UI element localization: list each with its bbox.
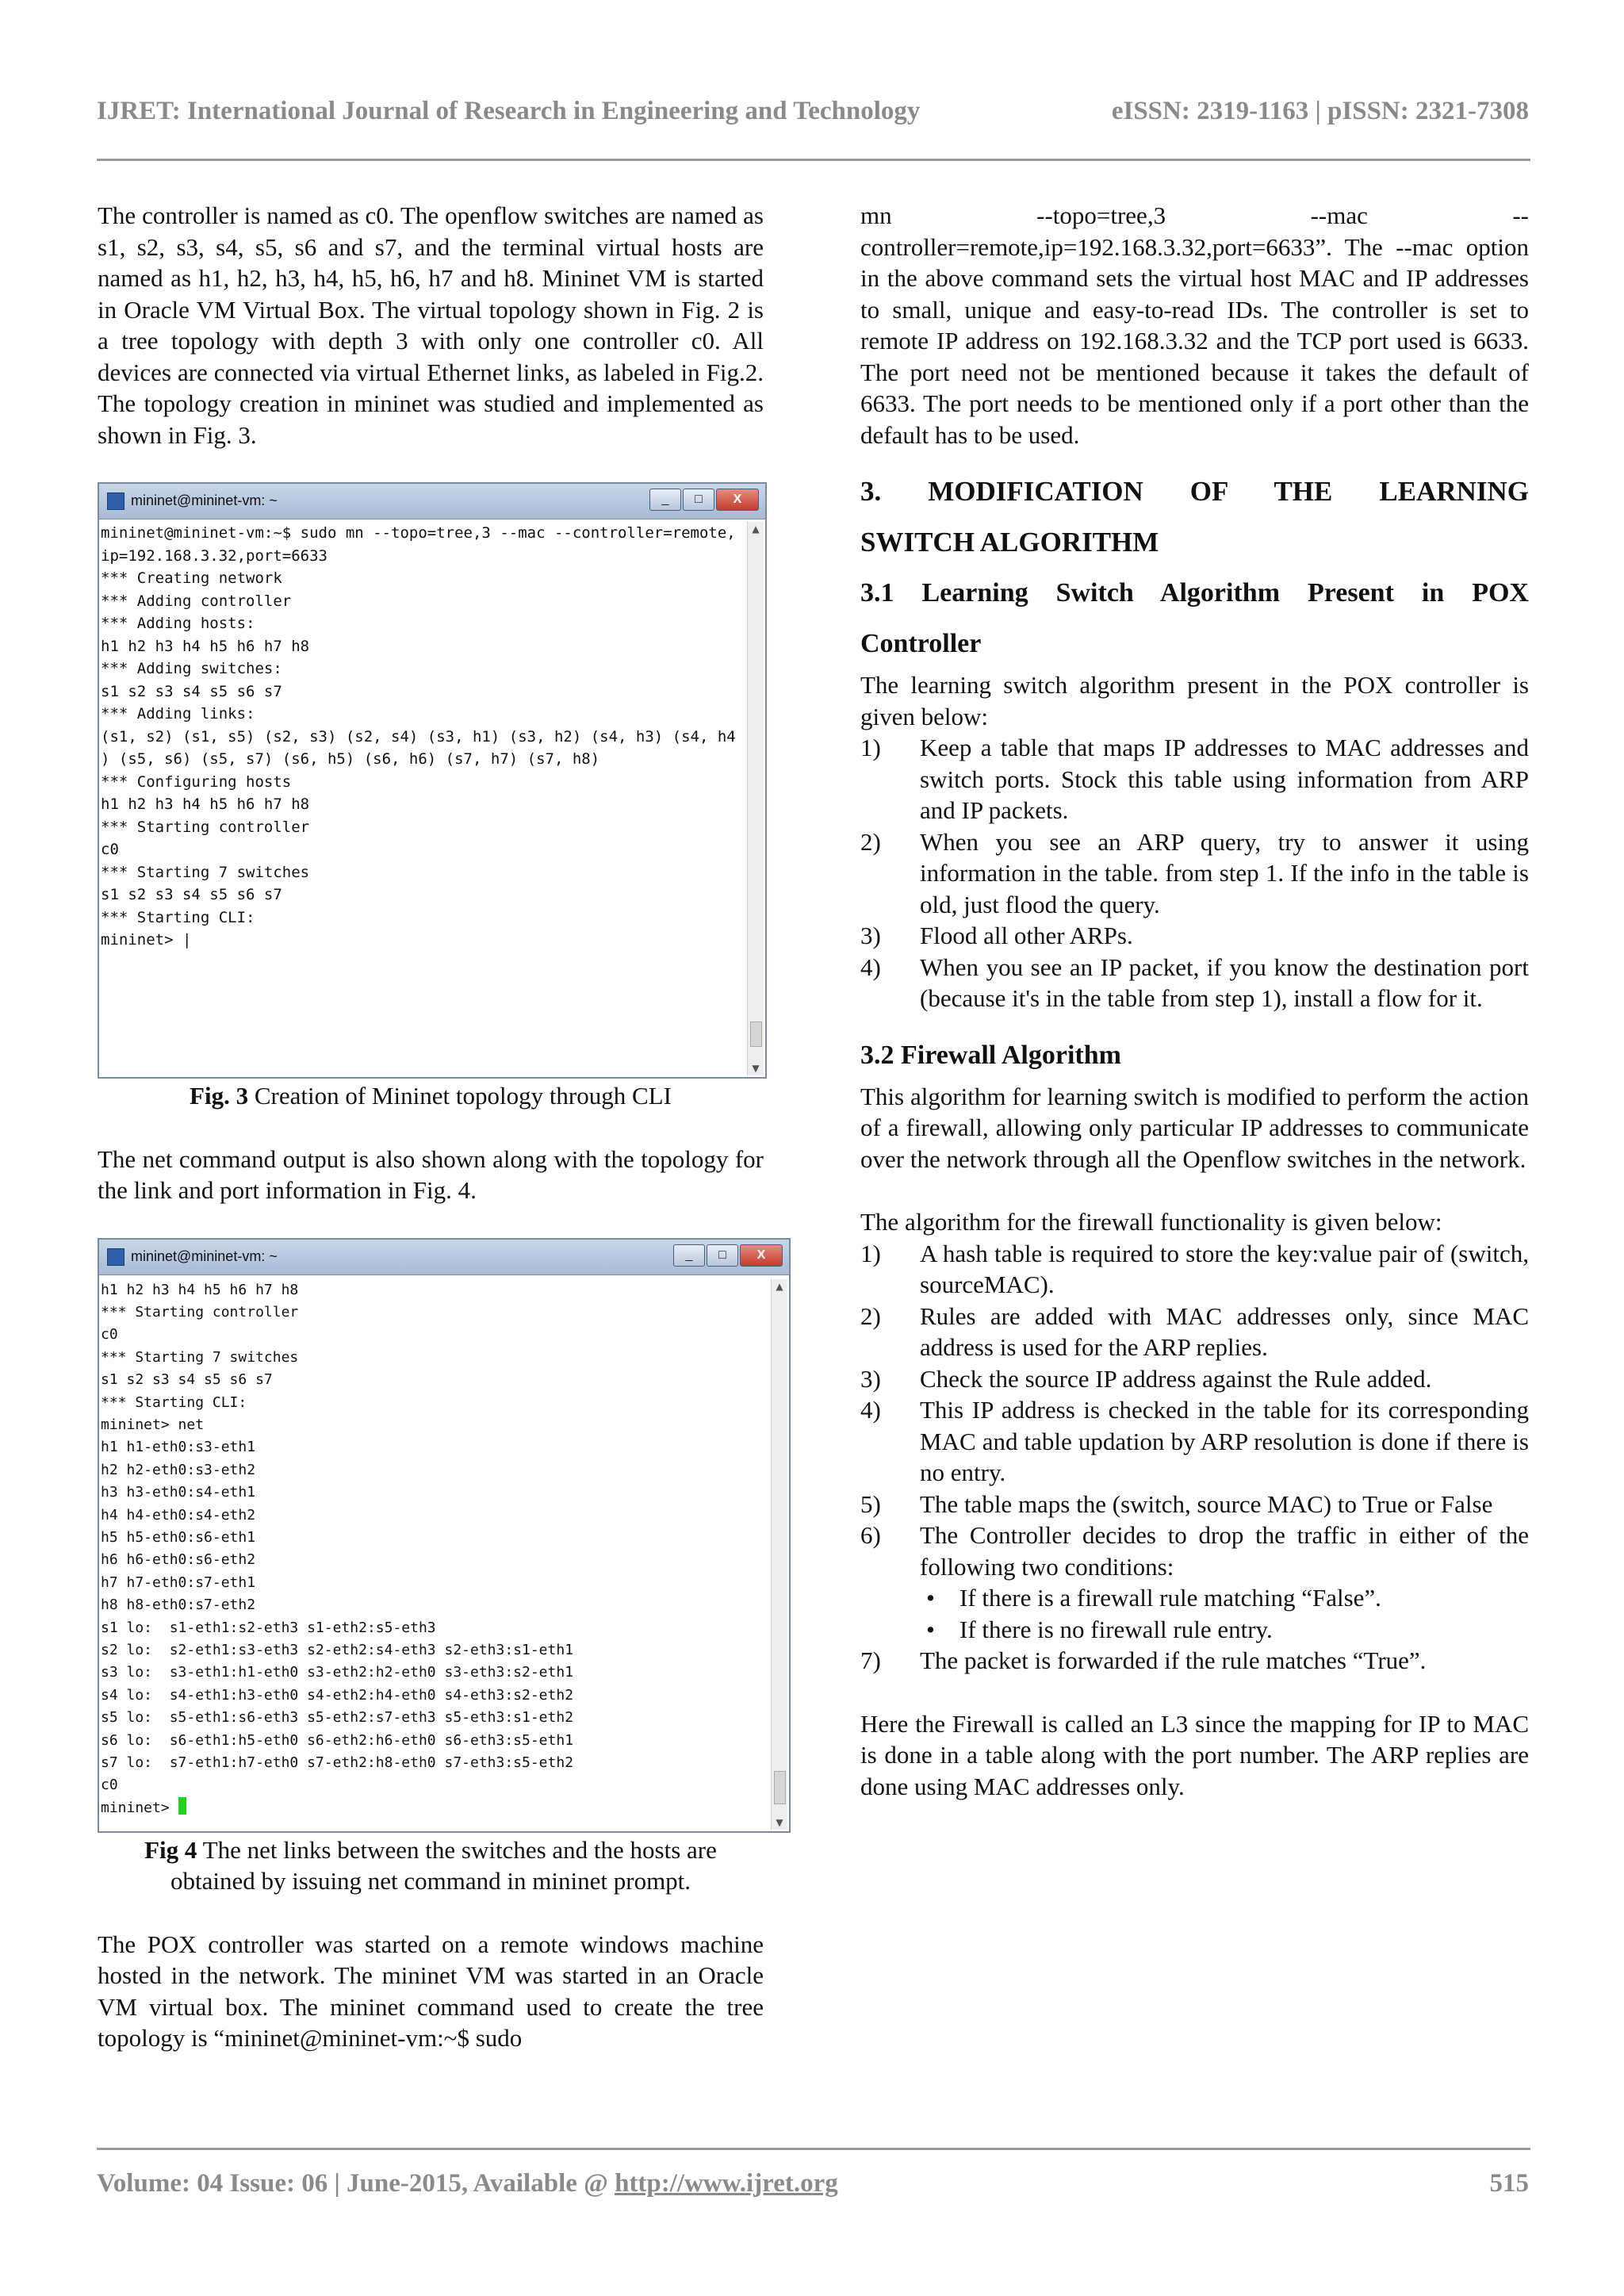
list-item: 5) The table maps the (switch, source MAC) to True or False — [860, 1489, 1493, 1518]
terminal-line: *** Starting controller — [101, 1303, 299, 1320]
list-item: 7) The packet is forwarded if the rule matches “True”. — [860, 1646, 1427, 1674]
list-item: 1) A hash table is required to store the key:value pair of (switch, sourceMAC). — [860, 1239, 1529, 1298]
terminal-line: *** Adding hosts: — [101, 615, 255, 632]
caption-text: Creation of Mininet topology through CLI — [248, 1082, 672, 1110]
firewall-algorithm-lead: The algorithm for the firewall functionality is given below: — [860, 1208, 1442, 1236]
terminal-line: h8 h8-eth0:s7-eth2 — [101, 1596, 256, 1614]
terminal-output[interactable] — [101, 1279, 770, 1830]
terminal-line: h5 h5-eth0:s6-eth1 — [101, 1528, 256, 1546]
running-footer — [97, 2169, 1529, 2198]
figure-4-window — [98, 1238, 791, 1833]
list-item: 3) Flood all other ARPs. — [860, 922, 1133, 949]
footer-rule — [97, 2148, 1530, 2150]
firewall-steps — [860, 1238, 1529, 1677]
firewall-intro: This algorithm for learning switch is modified to perform the action of a firewall, allowing only particular IP addresses to communicate over the network through all the Openflow switches in the network. — [860, 1082, 1529, 1173]
terminal-line: *** Starting CLI: — [101, 908, 255, 926]
pox-controller-paragraph: The POX controller was started on a remote windows machine hosted in the network. The mininet VM was started in an Oracle VM virtual box. The mininet command used to create the tree topology is “mininet@mininet-vm:~$ sudo — [98, 1930, 764, 2052]
learning-switch-intro: The learning switch algorithm present in the POX controller is given below: — [860, 671, 1529, 730]
terminal-line: *** Configuring hosts — [101, 772, 292, 791]
terminal-line: (s1, s2) (s1, s5) (s2, s3) (s2, s4) (s3, h1) (s3, h2) (s4, h3) (s4, h4 — [101, 727, 736, 746]
terminal-line: *** Starting 7 switches — [101, 863, 310, 881]
terminal-output[interactable] — [101, 522, 746, 1075]
terminal-line: c0 — [101, 1326, 118, 1343]
terminal-line: s4 lo: s4-eth1:h3-eth0 s4-eth2:h4-eth0 s4-eth3:s2-eth2 — [101, 1686, 574, 1704]
terminal-line: *** Creating network — [101, 569, 282, 587]
minimize-button[interactable]: _ — [649, 489, 681, 511]
subsection-3-1-heading-line-2: Controller — [860, 629, 982, 658]
terminal-line: h6 h6-eth0:s6-eth2 — [101, 1551, 256, 1569]
right-column — [860, 200, 1529, 1802]
figure-4-caption — [98, 1834, 764, 1897]
terminal-line: s1 s2 s3 s4 s5 s6 s7 — [101, 886, 282, 903]
list-item: 3) Check the source IP address against the Rule added. — [860, 1364, 1432, 1393]
terminal-line: s2 lo: s2-eth1:s3-eth3 s2-eth2:s4-eth3 s2-eth3:s1-eth1 — [101, 1642, 574, 1658]
terminal-line: *** Adding switches: — [101, 660, 282, 677]
terminal-line: *** Adding controller — [101, 592, 292, 610]
window-title: mininet@mininet-vm: ~ — [131, 1248, 278, 1264]
terminal-line: h1 h2 h3 h4 h5 h6 h7 h8 — [101, 1281, 299, 1298]
terminal-line: h1 h1-eth0:s3-eth1 — [101, 1439, 256, 1456]
terminal-line: ) (s5, s6) (s5, s7) (s6, h5) (s6, h6) (s7, h7) (s7, h8) — [101, 750, 600, 768]
putty-icon — [107, 493, 124, 510]
journal-link[interactable]: http://www.ijret.org — [615, 2169, 838, 2198]
caption-text: The net links between the switches and the hosts are obtained by issuing net command in mininet prompt. — [170, 1835, 717, 1895]
scrollbar[interactable] — [771, 1279, 787, 1830]
minimize-button[interactable]: _ — [673, 1244, 705, 1267]
subsection-3-2-heading: 3.2 Firewall Algorithm — [860, 1040, 1121, 1070]
caption-label: Fig 4 — [144, 1835, 197, 1864]
terminal-line: s6 lo: s6-eth1:h5-eth0 s6-eth2:h6-eth0 s6-eth3:s5-eth1 — [101, 1731, 574, 1749]
caption-label: Fig. 3 — [190, 1082, 249, 1110]
maximize-button[interactable]: □ — [683, 489, 714, 511]
window-titlebar[interactable] — [99, 484, 765, 519]
window-controls — [673, 1244, 783, 1267]
scroll-thumb[interactable] — [774, 1771, 786, 1804]
list-item: 1) Keep a table that maps IP addresses to MAC addresses and switch ports. Stock this table using information from ARP and IP packets. — [860, 734, 1529, 824]
scrollbar[interactable] — [747, 522, 764, 1075]
scroll-down-icon[interactable]: ▼ — [752, 1063, 760, 1074]
terminal-line: mininet@mininet-vm:~$ sudo mn --topo=tree,3 --mac --controller=remote, — [101, 524, 736, 542]
window-controls — [649, 489, 759, 511]
terminal-line: s5 lo: s5-eth1:s6-eth3 s5-eth2:s7-eth3 s5-eth3:s1-eth2 — [101, 1709, 574, 1727]
terminal-line: ip=192.168.3.32,port=6633 — [101, 546, 327, 565]
terminal-line: s7 lo: s7-eth1:h7-eth0 s7-eth2:h8-eth0 s7-eth3:s5-eth2 — [101, 1754, 574, 1772]
subsection-3-1-heading-line-1: 3.1 Learning Switch Algorithm Present in POX — [860, 578, 1529, 608]
drop-conditions — [920, 1582, 1529, 1645]
putty-icon — [107, 1248, 124, 1266]
list-item: 4) When you see an IP packet, if you know the destination port (because it's in the table from step 1), install a flow for it. — [860, 953, 1529, 1012]
window-titlebar[interactable] — [99, 1240, 789, 1275]
section-3-heading-line-2: SWITCH ALGORITHM — [860, 527, 1159, 558]
terminal-line: s3 lo: s3-eth1:h1-eth0 s3-eth2:h2-eth0 s3-eth3:s2-eth1 — [101, 1664, 574, 1681]
maximize-button[interactable]: □ — [707, 1244, 738, 1267]
window-title: mininet@mininet-vm: ~ — [131, 493, 278, 509]
running-header — [97, 97, 1529, 126]
close-button[interactable]: X — [716, 489, 759, 511]
page-number: 515 — [1489, 2169, 1529, 2198]
left-column — [98, 200, 783, 2054]
terminal-line: h7 h7-eth0:s7-eth1 — [101, 1573, 256, 1591]
scroll-up-icon[interactable]: ▲ — [752, 523, 760, 535]
issn: eISSN: 2319-1163 | pISSN: 2321-7308 — [1111, 97, 1529, 125]
journal-name: IJRET: International Journal of Research in Engineering and Technology — [97, 97, 921, 125]
scroll-down-icon[interactable]: ▼ — [776, 1816, 783, 1828]
volume-info: Volume: 04 Issue: 06 | June-2015, Available @ http://www.ijret.org — [97, 2169, 838, 2198]
terminal-line: h1 h2 h3 h4 h5 h6 h7 h8 — [101, 637, 310, 655]
close-button[interactable]: X — [740, 1244, 783, 1267]
scroll-up-icon[interactable]: ▲ — [776, 1280, 783, 1292]
terminal-line: *** Starting CLI: — [101, 1393, 247, 1411]
terminal-line: mininet> | — [101, 931, 192, 949]
bullet-item: • If there is a firewall rule matching “False”. — [920, 1582, 1529, 1614]
header-rule — [97, 159, 1530, 161]
terminal-line: h3 h3-eth0:s4-eth1 — [101, 1484, 256, 1501]
terminal-line: *** Starting 7 switches — [101, 1348, 299, 1366]
figure-3-caption — [98, 1080, 764, 1112]
figure-3-window — [98, 482, 767, 1079]
terminal-line: s1 s2 s3 s4 s5 s6 s7 — [101, 682, 282, 700]
terminal-line: mininet> net — [101, 1416, 205, 1433]
terminal-line: h1 h2 h3 h4 h5 h6 h7 h8 — [101, 795, 310, 813]
terminal-line: c0 — [101, 1777, 118, 1794]
firewall-l3-paragraph: Here the Firewall is called an L3 since the mapping for IP to MAC is done in a table along with the port number. The ARP replies are done using MAC addresses only. — [860, 1709, 1529, 1800]
terminal-line: c0 — [101, 841, 119, 858]
learning-switch-steps — [860, 732, 1529, 1014]
terminal-line: h2 h2-eth0:s3-eth2 — [101, 1461, 256, 1478]
terminal-line: mininet> — [101, 1797, 770, 1819]
terminal-line: *** Adding links: — [101, 705, 255, 723]
terminal-line: *** Starting controller — [101, 818, 310, 836]
mn-command-paragraph: mn --topo=tree,3 --mac --controller=remote,ip=192.168.3.32,port=6633”. The --mac option in the above command sets the virtual host MAC and IP addresses to small, unique and easy-to-read IDs. The controller is set to remote IP address on 192.168.3.32 and the TCP port used is 6633. The port need not be mentioned because it takes the default of 6633. The port needs to be mentioned only if a port other than the default has to be used. — [860, 201, 1529, 449]
net-command-paragraph: The net command output is also shown along with the topology for the link and port information in Fig. 4. — [98, 1144, 764, 1204]
intro-paragraph: The controller is named as c0. The openflow switches are named as s1, s2, s3, s4, s5, s6 and s7, and the terminal virtual hosts are named as h1, h2, h3, h4, h5, h6, h7 and h8. Mininet VM is started in Oracle VM Virtual Box. The virtual topology shown in Fig. 2 is a tree topology with depth 3 with only one controller c0. All devices are connected via virtual Ethernet links, as labeled in Fig.2. The topology creation in mininet was studied and implemented as shown in Fig. 3. — [98, 201, 764, 449]
terminal-line: h4 h4-eth0:s4-eth2 — [101, 1506, 256, 1524]
list-item: 2) When you see an ARP query, try to answer it using information in the table. from step 1. If the info in the table is old, just flood the query. — [860, 827, 1529, 918]
terminal-line: s1 s2 s3 s4 s5 s6 s7 — [101, 1371, 273, 1389]
section-3-heading-line-1: 3. MODIFICATION OF THE LEARNING — [860, 476, 1529, 507]
list-item: 2) Rules are added with MAC addresses only, since MAC address is used for the ARP replies. — [860, 1301, 1529, 1361]
list-item: 6) The Controller decides to drop the traffic in either of the following two conditions: • If there is a firewall rule matching “False”. • If there is no firewall rule entry. — [860, 1520, 1529, 1645]
terminal-line: s1 lo: s1-eth1:s2-eth3 s1-eth2:s5-eth3 — [101, 1619, 436, 1636]
cursor — [178, 1797, 186, 1815]
scroll-thumb[interactable] — [750, 1022, 762, 1047]
bullet-item: • If there is no firewall rule entry. — [920, 1614, 1529, 1646]
list-item: 4) This IP address is checked in the table for its corresponding MAC and table updation by ARP resolution is done if there is no entry. — [860, 1396, 1529, 1486]
